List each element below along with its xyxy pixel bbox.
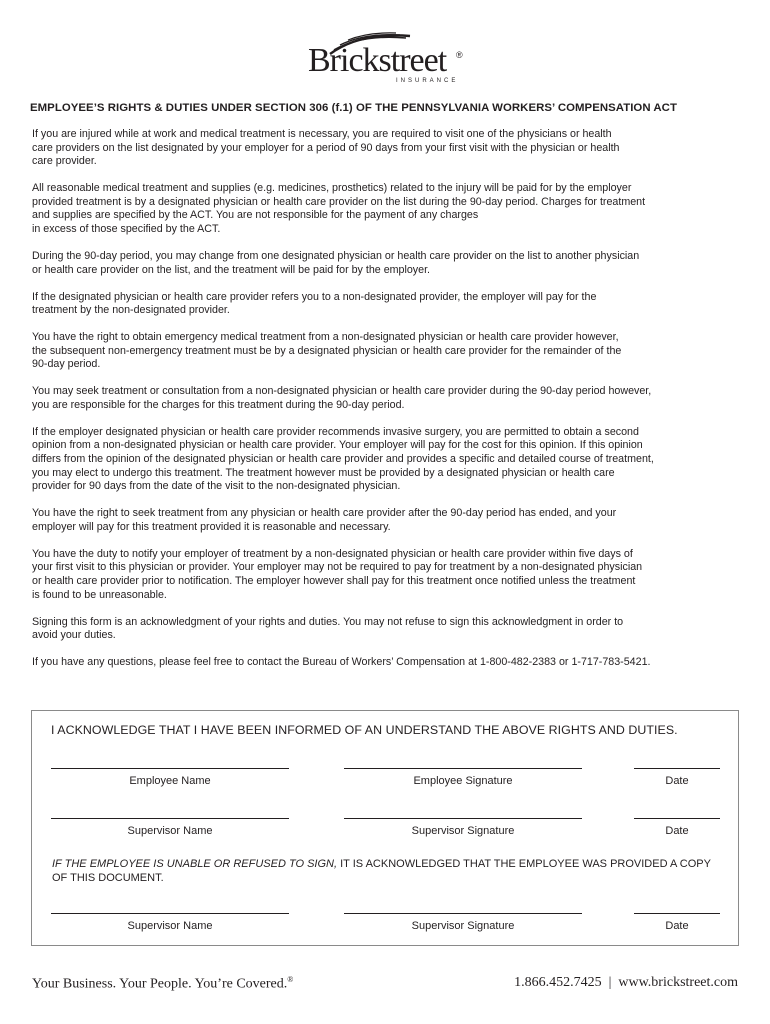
footer-slogan-mark: ® (287, 975, 294, 984)
witness-date-label: Date (665, 920, 689, 932)
acknowledgment-heading: I ACKNOWLEDGE THAT I HAVE BEEN INFORMED OF AN UNDERSTAND THE ABOVE RIGHTS AND DUTIES. (51, 723, 678, 737)
refusal-note-text: IT IS ACKNOWLEDGED THAT THE EMPLOYEE WAS PROVIDED A COPY OF THIS DOCUMENT. (52, 858, 711, 884)
supervisor-date-label: Date (665, 825, 689, 837)
logo-tagline: INSURANCE (396, 78, 459, 84)
employee-signature-line[interactable] (344, 768, 582, 769)
paragraph: All reasonable medical treatment and supplies (e.g. medicines, prosthetics) related to the injury will be paid for by the employer provided treatment is by a designated physician or health care provider on the list during the 90-day period. Charges for treatment and supplies are specified by the ACT. You are not responsible for the payment of any charges in excess of those specified by the ACT. (32, 182, 646, 235)
witness-supervisor-signature-label: Supervisor Signature (411, 920, 515, 932)
refusal-note (52, 857, 722, 885)
witness-supervisor-name-line[interactable] (51, 913, 289, 914)
paragraph: If the employer designated physician or health care provider recommends invasive surgery, you are permitted to obtain a second opinion from a non-designated physician or health care provider. Your employer will pay for the cost for this opinion. If this opinion differs from the opinion of the designated physician or health care provider and provides a specific and detailed course of treatment, you may elect to undergo this treatment. The treatment however must be provided by a designated physician or health care provider for 90 days from the date of the visit to the non-designated physician. (32, 425, 654, 493)
supervisor-name-line[interactable] (51, 818, 289, 819)
paragraph: You have the duty to notify your employer of treatment by a non-designated physician or health care provider within five days of your first visit to this physician or provider. Your employer may not be required to pay for treatment by a non-designated physician or health care provider prior to notification. The employer however shall pay for this treatment once notified unless the treatment is found to be unreasonable. (32, 547, 643, 601)
supervisor-signature-line[interactable] (344, 818, 582, 819)
paragraph: If you have any questions, please feel free to contact the Bureau of Workers’ Compensation at 1-800-482-2383 or 1-717-783-5421. (32, 656, 651, 669)
acknowledgment-box (31, 710, 739, 946)
paragraph: You have the right to seek treatment from any physician or health care provider after the 90-day period has ended, and your employer will pay for this treatment provided it is reasonable and necessary. (32, 507, 617, 533)
employee-signature-label: Employee Signature (413, 775, 513, 787)
employee-name-label: Employee Name (129, 775, 211, 787)
refusal-note-italic: IF THE EMPLOYEE IS UNABLE OR REFUSED TO SIGN, (52, 858, 338, 870)
employee-name-line[interactable] (51, 768, 289, 769)
supervisor-date-line[interactable] (634, 818, 720, 819)
paragraph: You may seek treatment or consultation from a non-designated physician or health care provider during the 90-day period however, you are responsible for the charges for this treatment during the 90-day period. (32, 385, 652, 411)
paragraph: If you are injured while at work and medical treatment is necessary, you are required to visit one of the physicians or health care providers on the list designated by your employer for a period of 90 days from your first visit with the physician or health care provider. (32, 128, 620, 168)
paragraph: During the 90-day period, you may change from one designated physician or health care provider on the list to another physician or health care provider on the list, and the treatment will be paid for by the employer. (32, 249, 640, 276)
logo-registered-mark: ® (456, 50, 463, 60)
employee-date-label: Date (665, 775, 689, 787)
footer-contact: 1.866.452.7425 | www.brickstreet.com (514, 975, 738, 990)
footer-slogan (32, 975, 293, 993)
witness-date-line[interactable] (634, 913, 720, 914)
paragraph: Signing this form is an acknowledgment of your rights and duties. You may not refuse to sign this acknowledgment in order to avoid your duties. (32, 615, 624, 642)
witness-supervisor-name-label: Supervisor Name (127, 920, 213, 932)
logo-wordmark: Brickstreet (308, 42, 447, 79)
footer-slogan-text: Your Business. Your People. You’re Covered. (32, 976, 288, 992)
supervisor-name-label: Supervisor Name (127, 825, 213, 837)
brickstreet-logo (300, 28, 470, 84)
document-title: EMPLOYEE’S RIGHTS & DUTIES UNDER SECTION 306 (f.1) OF THE PENNSYLVANIA WORKERS’ COMPENSATION ACT (30, 102, 677, 114)
witness-supervisor-signature-line[interactable] (344, 913, 582, 914)
employee-date-line[interactable] (634, 768, 720, 769)
document-body (32, 128, 744, 683)
supervisor-signature-label: Supervisor Signature (411, 825, 515, 837)
paragraph: You have the right to obtain emergency medical treatment from a non-designated physician or health care provider however, the subsequent non-emergency treatment must be by a designated physician or health care provider for the remainder of the 90-day period. (32, 331, 622, 371)
paragraph: If the designated physician or health care provider refers you to a non-designated provider, the employer will pay for the treatment by the non-designated provider. (32, 290, 597, 317)
